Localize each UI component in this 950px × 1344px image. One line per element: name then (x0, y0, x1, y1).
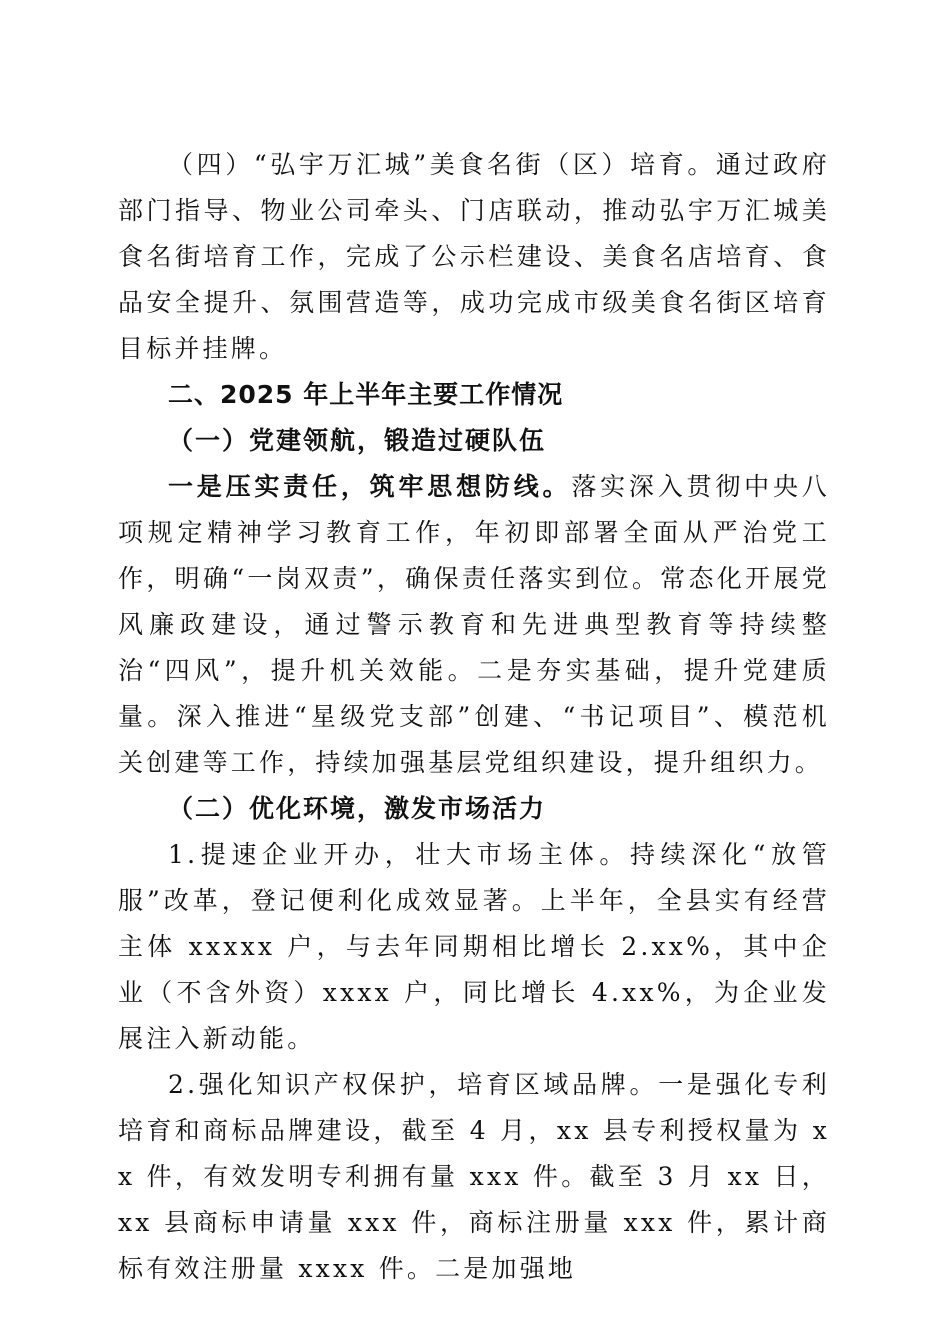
paragraph-food-street: （四）“弘宇万汇城”美食名街（区）培育。通过政府部门指导、物业公司牵头、门店联动，推动弘宇万汇城美食名街培育工作，完成了公示栏建设、美食名店培育、食品安全提升、氛围营造等，成功完成市级美食名街区培育目标并挂牌。 (118, 150, 830, 363)
paragraph-lead: 一是压实责任，筑牢思想防线。 (168, 472, 572, 501)
subheading-optimize-environment: （二）优化环境，激发市场活力 (168, 794, 547, 823)
document-body (118, 142, 830, 1292)
subheading-party-building: （一）党建领航，锻造过硬队伍 (168, 426, 547, 455)
paragraph-intellectual-property: 2.强化知识产权保护，培育区域品牌。一是强化专利培育和商标品牌建设，截至 4 月，xx 县专利授权量为 xx 件，有效发明专利拥有量 xxx 件。截至 3 月 xx 日，xx 县商标申请量 xxx 件，商标注册量 xxx 件，累计商标有效注册量 xxxx 件。二是加强地 (118, 1070, 830, 1283)
paragraph-body: 落实深入贯彻中央八项规定精神学习教育工作，年初即部署全面从严治党工作，明确“一岗双责”，确保责任落实到位。常态化开展党风廉政建设，通过警示教育和先进典型教育等持续整治“四风”，提升机关效能。二是夯实基础，提升党建质量。深入推进“星级党支部”创建、“书记项目”、模范机关创建等工作，持续加强基层党组织建设，提升组织力。 (118, 472, 830, 777)
paragraph-party-responsibility (118, 464, 830, 786)
paragraph-enterprise-startup: 1.提速企业开办，壮大市场主体。持续深化“放管服”改革，登记便利化成效显著。上半年，全县实有经营主体 xxxxx 户，与去年同期相比增长 2.xx%，其中企业（不含外资）xxxx 户，同比增长 4.xx%，为企业发展注入新动能。 (118, 840, 830, 1053)
section-heading-2025-first-half: 二、2025 年上半年主要工作情况 (168, 380, 564, 409)
